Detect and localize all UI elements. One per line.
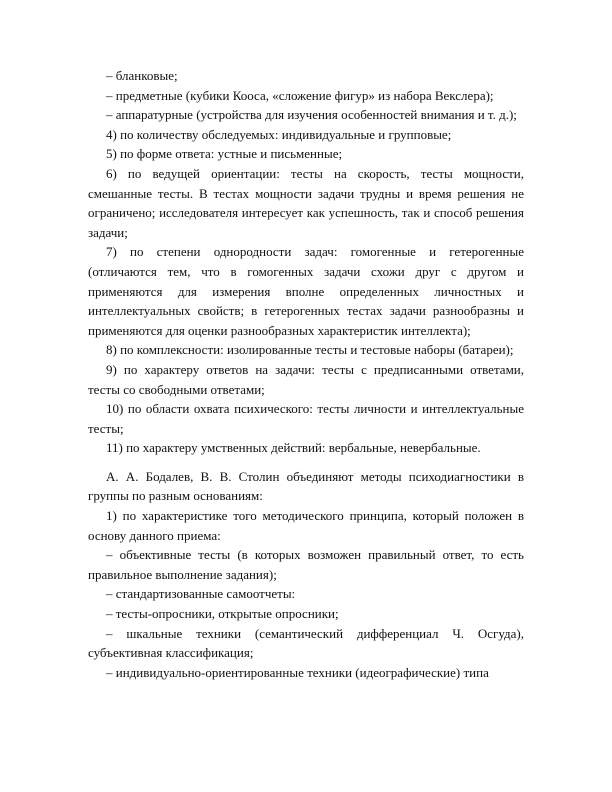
classification-item-6: 6) по ведущей ориентации: тесты на скорость, тесты мощности, смешанные тесты. В тестах мощности задачи трудны и время решения не ограничено; исследователя интересует как успешность, так и способ решения задачи;: [88, 165, 524, 240]
classification-item-7: 7) по степени однородности задач: гомогенные и гетерогенные (отличаются тем, что в гомогенных задачи схожи друг с другом и применяются для измерения вполне определенных личностных и интеллектуальных свойств; в гетерогенных тестах задачи разнообразны и применяются для оценки разнообразных характеристик интеллекта);: [88, 244, 524, 338]
classification-item-9: 9) по характеру ответов на задачи: тесты с предписанными ответами, тесты со свободными ответами;: [88, 361, 524, 397]
list-item-blank-tests: – бланковые;: [106, 68, 178, 83]
list-item-object-tests: – предметные (кубики Кооса, «сложение фигур» из набора Векслера);: [106, 87, 494, 103]
bodalev-stolin-intro: А. А. Бодалев, В. В. Столин объединяют методы психодиагностики в группы по разным основаниям:: [88, 468, 524, 504]
classification-item-11: 11) по характеру умственных действий: вербальные, невербальные.: [106, 440, 481, 456]
list-item-idiographic-techniques: – индивидуально-ориентированные техники (идеографические) типа: [106, 664, 489, 680]
list-item-questionnaires: – тесты-опросники, открытые опросники;: [106, 606, 339, 622]
list-item-objective-tests: – объективные тесты (в которых возможен правильный ответ, то есть правильное выполнение задания);: [88, 547, 524, 582]
document-body: [88, 66, 524, 682]
list-item-apparatus-tests: – аппаратурные (устройства для изучения особенностей внимания и т. д.);: [106, 107, 517, 123]
classification-item-10: 10) по области охвата психического: тесты личности и интеллектуальные тесты;: [88, 401, 524, 436]
classification-item-4: 4) по количеству обследуемых: индивидуальные и групповые;: [106, 126, 452, 142]
list-item-scale-techniques: – шкальные техники (семантический дифференциал Ч. Осгуда), субъективная классификация;: [88, 625, 524, 661]
classification-item-5: 5) по форме ответа: устные и письменные;: [106, 146, 343, 162]
list-item-self-reports: – стандартизованные самоотчеты:: [106, 586, 296, 602]
grouping-item-1: 1) по характеристике того методического принципа, который положен в основу данного приема:: [88, 508, 524, 543]
classification-item-8: 8) по комплексности: изолированные тесты и тестовые наборы (батареи);: [106, 342, 514, 358]
